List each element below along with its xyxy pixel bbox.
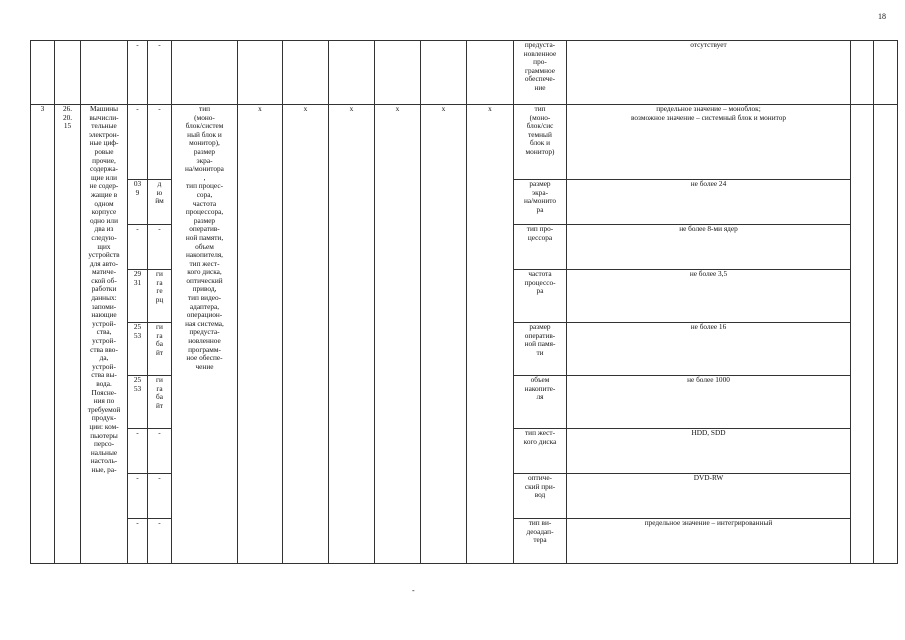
characteristic-value: не более 1000 <box>567 376 851 429</box>
characteristic-value: DVD-RW <box>567 474 851 519</box>
item-number: 3 <box>31 105 55 564</box>
x-mark: x <box>375 105 421 564</box>
unit-name: - <box>148 429 172 474</box>
okei-code: 25 53 <box>128 323 148 376</box>
cell-blank <box>329 41 375 105</box>
unit-name: - <box>148 225 172 270</box>
characteristic-name: размер экра- на/монито ра <box>514 180 567 225</box>
cell-blank <box>238 41 283 105</box>
cell-blank <box>851 41 874 105</box>
okei-code: - <box>128 105 148 180</box>
header-row <box>31 41 898 105</box>
bottom-mark: - <box>412 586 415 595</box>
characteristic-name: частота процессо- ра <box>514 270 567 323</box>
cell-blank <box>851 105 874 564</box>
okei-code: 03 9 <box>128 180 148 225</box>
item-row <box>31 105 898 180</box>
unit-name: д ю йм <box>148 180 172 225</box>
characteristic-name: оптиче- ский при- вод <box>514 474 567 519</box>
cell-blank <box>283 41 329 105</box>
characteristic-name: размер оператив- ной памя- ти <box>514 323 567 376</box>
okei-code: - <box>128 41 148 105</box>
cell-blank <box>375 41 421 105</box>
unit-name: ги га ба йт <box>148 323 172 376</box>
characteristic-name: тип про- цессора <box>514 225 567 270</box>
characteristic-value: отсутствует <box>567 41 851 105</box>
unit-name: - <box>148 41 172 105</box>
characteristic-value: предельное значение – интегрированный <box>567 519 851 564</box>
okei-code: 29 31 <box>128 270 148 323</box>
characteristics-list: тип (моно- блок/систем ный блок и монитор), размер экра- на/монитора , тип процес- сора, частота процессора, размер оператив- ной памяти, объем накопителя, тип жест- кого диска, оптический привод, тип видео- адаптера, операцион- ная система, предуста- новленное программ- ное обеспе- чение <box>172 105 238 564</box>
okei-code: 25 53 <box>128 376 148 429</box>
characteristic-name: тип ви- деоадап- тера <box>514 519 567 564</box>
x-mark: x <box>467 105 514 564</box>
unit-name: - <box>148 519 172 564</box>
cell-name-blank <box>81 41 128 105</box>
x-mark: x <box>238 105 283 564</box>
page-number: 18 <box>878 12 886 21</box>
cell-blank <box>421 41 467 105</box>
unit-name: ги га ге рц <box>148 270 172 323</box>
okei-code: - <box>128 519 148 564</box>
unit-name: - <box>148 474 172 519</box>
cell-number-blank <box>31 41 55 105</box>
x-mark: x <box>421 105 467 564</box>
cell-code-blank <box>55 41 81 105</box>
characteristic-name: тип жест- кого диска <box>514 429 567 474</box>
characteristic-value: не более 8-ми ядер <box>567 225 851 270</box>
okpd-code: 26. 20. 15 <box>55 105 81 564</box>
okei-code: - <box>128 474 148 519</box>
unit-name: ги га ба йт <box>148 376 172 429</box>
characteristic-name: предуста- новленное про- граммное обеспече- ние <box>514 41 567 105</box>
characteristic-value: не более 3,5 <box>567 270 851 323</box>
okei-code: - <box>128 225 148 270</box>
characteristic-value: не более 16 <box>567 323 851 376</box>
x-mark: x <box>283 105 329 564</box>
x-mark: x <box>329 105 375 564</box>
cell-blank <box>874 105 898 564</box>
characteristic-value: не более 24 <box>567 180 851 225</box>
characteristic-name: тип (моно- блок/сис темный блок и монитор) <box>514 105 567 180</box>
characteristic-value: предельное значение – моноблок; возможное значение – системный блок и монитор <box>567 105 851 180</box>
specification-table <box>30 40 898 564</box>
item-name: Машины вычисли- тельные электрон- ные циф- ровые прочие, содержа- щие или не содер- жащие в одном корпусе одно или два из следую- щих устройств для авто- матиче- ской об- работки данных: запоми- нающие устрой- ства, устрой- ства вво- да, устрой- ства вы- вода. Поясне- ния по требуемой продук- ции: ком- пьютеры персо- нальные настоль- ные, ра- <box>81 105 128 564</box>
characteristic-value: HDD, SDD <box>567 429 851 474</box>
cell-blank <box>874 41 898 105</box>
okei-code: - <box>128 429 148 474</box>
cell-blank <box>467 41 514 105</box>
unit-name: - <box>148 105 172 180</box>
cell-chars-blank <box>172 41 238 105</box>
characteristic-name: объем накопите- ля <box>514 376 567 429</box>
